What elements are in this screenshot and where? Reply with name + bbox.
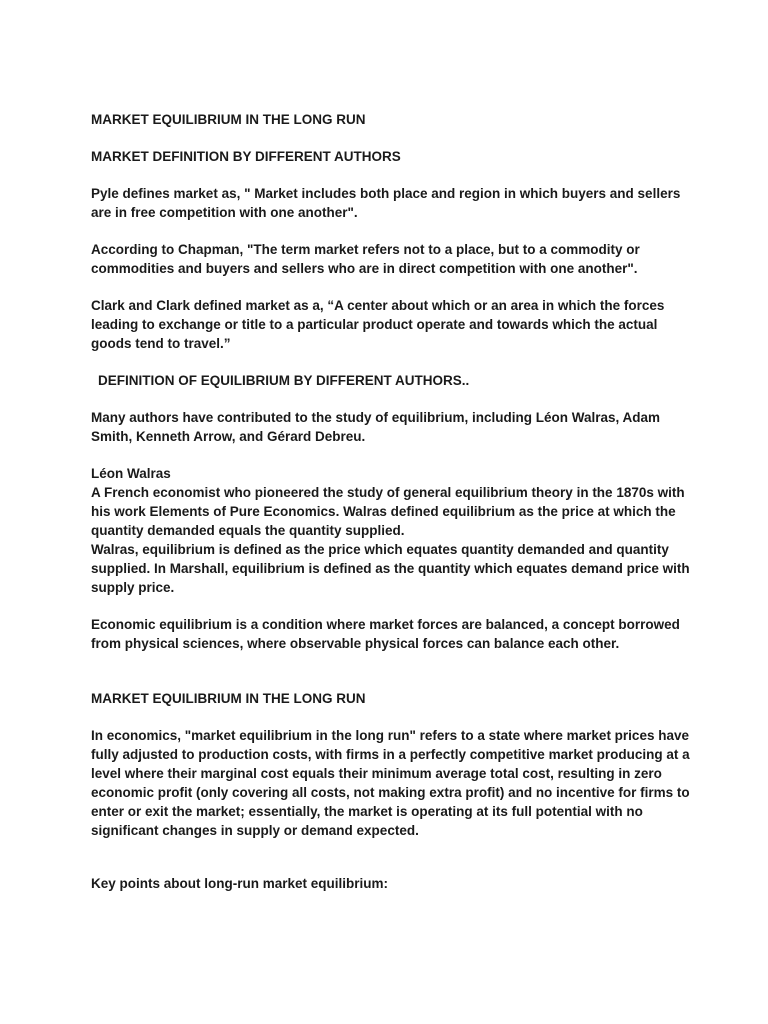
paragraph-pyle-definition: Pyle defines market as, " Market includes both place and region in which buyers and sellers are in free competition with one another".: [91, 186, 681, 220]
document-body: [91, 110, 691, 911]
paragraph-long-run-explanation: In economics, "market equilibrium in the long run" refers to a state where market prices have fully adjusted to production costs, with firms in a perfectly competitive market producing at a level where their marginal cost equals their minimum average total cost, resulting in zero economic profit (only covering all costs, not making extra profit) and no incentive for firms to enter or exit the market; essentially, the market is operating at its full potential with no significant changes in supply or demand expected.: [91, 728, 690, 838]
section-heading-long-run: MARKET EQUILIBRIUM IN THE LONG RUN: [91, 691, 366, 706]
key-points-heading: Key points about long-run market equilibrium:: [91, 876, 389, 891]
paragraph-clark-definition: Clark and Clark defined market as a, “A center about which or an area in which the forces leading to exchange or title to a particular product operate and towards which the actual goods tend to travel.”: [91, 298, 665, 351]
paragraph-authors-intro: Many authors have contributed to the study of equilibrium, including Léon Walras, Adam Smith, Kenneth Arrow, and Gérard Debreu.: [91, 410, 661, 444]
document-title: MARKET EQUILIBRIUM IN THE LONG RUN: [91, 112, 366, 127]
paragraph-economic-equilibrium: Economic equilibrium is a condition where market forces are balanced, a concept borrowed from physical sciences, where observable physical forces can balance each other.: [91, 617, 680, 651]
subheading-walras: Léon Walras: [91, 466, 171, 481]
paragraph-chapman-definition: According to Chapman, "The term market refers not to a place, but to a commodity or commodities and buyers and sellers who are in direct competition with one another".: [91, 242, 640, 276]
paragraph-walras-marshall: Walras, equilibrium is defined as the price which equates quantity demanded and quantity supplied. In Marshall, equilibrium is defined as the quantity which equates demand price with supply price.: [91, 542, 690, 595]
section-heading-market-definition: MARKET DEFINITION BY DIFFERENT AUTHORS: [91, 149, 401, 164]
paragraph-walras-bio: A French economist who pioneered the study of general equilibrium theory in the 1870s with his work Elements of Pure Economics. Walras defined equilibrium as the price at which the quantity demanded equals the quantity supplied.: [91, 485, 685, 538]
section-heading-equilibrium-definition: DEFINITION OF EQUILIBRIUM BY DIFFERENT AUTHORS..: [98, 373, 470, 388]
